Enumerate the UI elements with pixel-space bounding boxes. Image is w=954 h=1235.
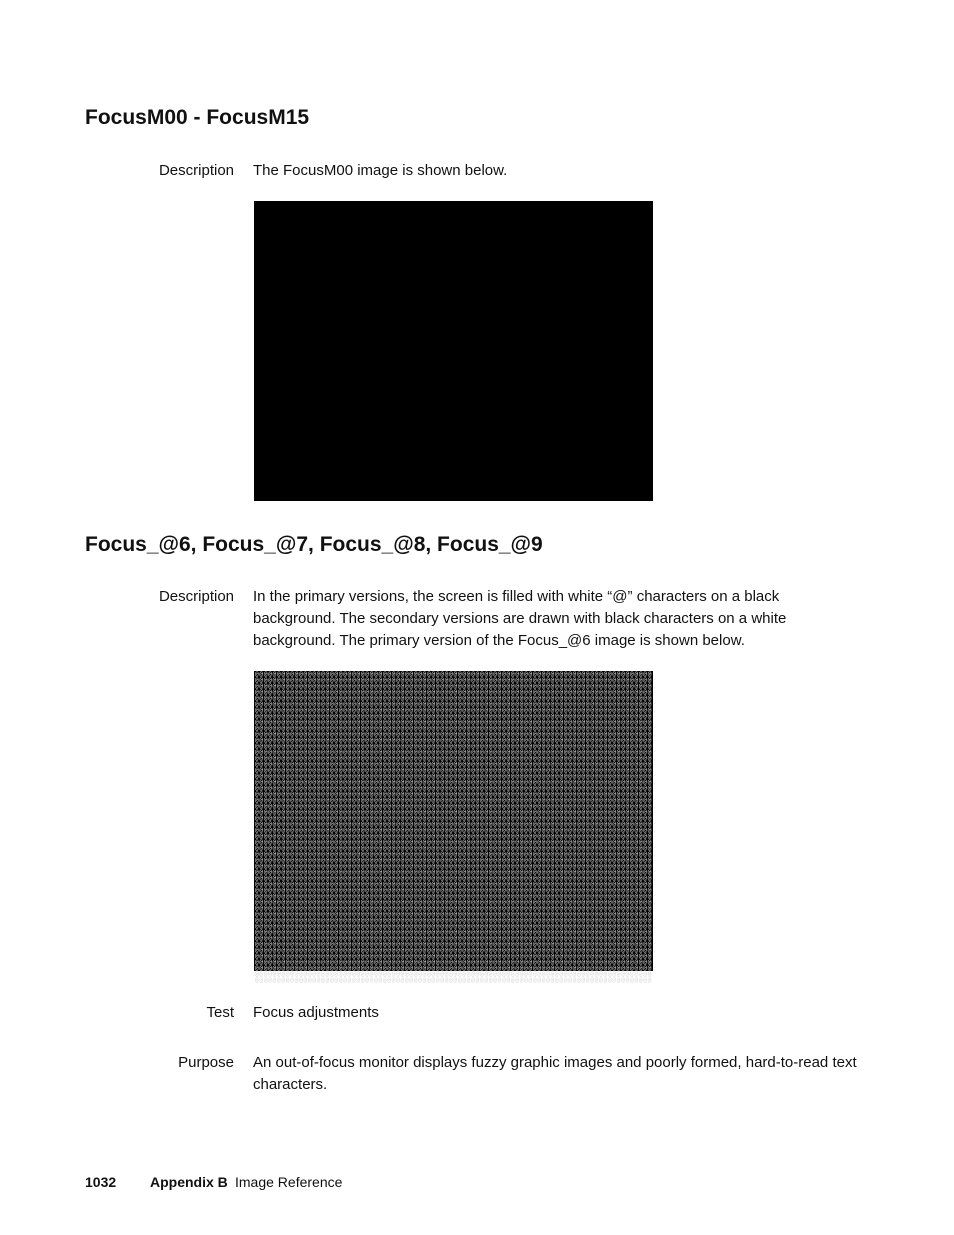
test-text: Focus adjustments bbox=[253, 1004, 379, 1021]
footer-title: Image Reference bbox=[235, 1174, 343, 1190]
section-heading-focus-at: Focus_@6, Focus_@7, Focus_@8, Focus_@9 bbox=[85, 533, 543, 556]
section-heading-focusm00: FocusM00 - FocusM15 bbox=[85, 106, 310, 129]
description-label: Description bbox=[158, 588, 234, 605]
page-number: 1032 bbox=[85, 1174, 117, 1190]
description-text: The FocusM00 image is shown below. bbox=[253, 162, 508, 179]
purpose-text: An out-of-focus monitor displays fuzzy graphic images and poorly formed, hard-to-read text characters. bbox=[253, 1054, 857, 1093]
test-label: Test bbox=[206, 1004, 234, 1021]
description-text: In the primary versions, the screen is filled with white “@” characters on a black background. The secondary versions are drawn with black characters on a white background. The primary version of the Focus_@6 image is shown below. bbox=[253, 588, 787, 649]
focusm00-image bbox=[254, 201, 653, 501]
description-label: Description bbox=[158, 162, 234, 179]
footer-appendix: Appendix B bbox=[150, 1174, 228, 1190]
focus-at6-image: @@@@@@@@@@@@@@@@@@@@@@@@@@@@@@@@@@@@@@@@@@@@@@@@@@@@@@@@@@@@@@@@@@@@@@@@@@@@@@@@@@@@@@@@@@ @@@@@@@@@@@@@@@@@@@@@@@@@@@@@@@@@@@@@@@@@@@@@@@@@@@@@@@@@@@@@@@@@@@@@@@@@@@@@@@@@@@@@@@@@@ @@@@@@@@@@@@@@@@@@@@@@@@@@@@@@@@@@@@@@@@@@@@@@@@@@@@@@@@@@@@@@@@@@@@@@@@@@@@@@@@@@@@@@@@@@ @@@@@@@@@@@@@@@@@@@@@@@@@@@@@@@@@@@@@@@@@@@@@@@@@@@@@@@@@@@@@@@@@@@@@@@@@@@@@@@@@@@@@@@@@@ @@@@@@@@@@@@@@@@@@@@@@@@@@@@@@@@@@@@@@@@@@@@@@@@@@@@@@@@@@@@@@@@@@@@@@@@@@@@@@@@@@@@@@@@@@ @@@@@@@@@@@@@@@@@@@@@@@@@@@@@@@@@@@@@@@@@@@@@@@@@@@@@@@@@@@@@@@@@@@@@@@@@@@@@@@@@@@@@@@@@@ @@@@@@@@@@@@@@@@@@@@@@@@@@@@@@@@@@@@@@@@@@@@@@@@@@@@@@@@@@@@@@@@@@@@@@@@@@@@@@@@@@@@@@@@@@ @@@@@@@@@@@@@@@@@@@@@@@@@@@@@@@@@@@@@@@@@@@@@@@@@@@@@@@@@@@@@@@@@@@@@@@@@@@@@@@@@@@@@@@@@@ @@@@@@@@@@@@@@@@@@@@@@@@@@@@@@@@@@@@@@@@@@@@@@@@@@@@@@@@@@@@@@@@@@@@@@@@@@@@@@@@@@@@@@@@@@ @@@@@@@@@@@@@@@@@@@@@@@@@@@@@@@@@@@@@@@@@@@@@@@@@@@@@@@@@@@@@@@@@@@@@@@@@@@@@@@@@@@@@@@@@@ @@@@@@@@@@@@@@@@@@@@@@@@@@@@@@@@@@@@@@@@@@@@@@@@@@@@@@@@@@@@@@@@@@@@@@@@@@@@@@@@@@@@@@@@@@ @@@@@@@@@@@@@@@@@@@@@@@@@@@@@@@@@@@@@@@@@@@@@@@@@@@@@@@@@@@@@@@@@@@@@@@@@@@@@@@@@@@@@@@@@@ @@@@@@@@@@@@@@@@@@@@@@@@@@@@@@@@@@@@@@@@@@@@@@@@@@@@@@@@@@@@@@@@@@@@@@@@@@@@@@@@@@@@@@@@@@ @@@@@@@@@@@@@@@@@@@@@@@@@@@@@@@@@@@@@@@@@@@@@@@@@@@@@@@@@@@@@@@@@@@@@@@@@@@@@@@@@@@@@@@@@@ @@@@@@@@@@@@@@@@@@@@@@@@@@@@@@@@@@@@@@@@@@@@@@@@@@@@@@@@@@@@@@@@@@@@@@@@@@@@@@@@@@@@@@@@@@ @@@@@@@@@@@@@@@@@@@@@@@@@@@@@@@@@@@@@@@@@@@@@@@@@@@@@@@@@@@@@@@@@@@@@@@@@@@@@@@@@@@@@@@@@@ @@@@@@@@@@@@@@@@@@@@@@@@@@@@@@@@@@@@@@@@@@@@@@@@@@@@@@@@@@@@@@@@@@@@@@@@@@@@@@@@@@@@@@@@@@ @@@@@@@@@@@@@@@@@@@@@@@@@@@@@@@@@@@@@@@@@@@@@@@@@@@@@@@@@@@@@@@@@@@@@@@@@@@@@@@@@@@@@@@@@@ @@@@@@@@@@@@@@@@@@@@@@@@@@@@@@@@@@@@@@@@@@@@@@@@@@@@@@@@@@@@@@@@@@@@@@@@@@@@@@@@@@@@@@@@@@ @@@@@@@@@@@@@@@@@@@@@@@@@@@@@@@@@@@@@@@@@@@@@@@@@@@@@@@@@@@@@@@@@@@@@@@@@@@@@@@@@@@@@@@@@@ @@@@@@@@@@@@@@@@@@@@@@@@@@@@@@@@@@@@@@@@@@@@@@@@@@@@@@@@@@@@@@@@@@@@@@@@@@@@@@@@@@@@@@@@@@ @@@@@@@@@@@@@@@@@@@@@@@@@@@@@@@@@@@@@@@@@@@@@@@@@@@@@@@@@@@@@@@@@@@@@@@@@@@@@@@@@@@@@@@@@@ @@@@@@@@@@@@@@@@@@@@@@@@@@@@@@@@@@@@@@@@@@@@@@@@@@@@@@@@@@@@@@@@@@@@@@@@@@@@@@@@@@@@@@@@@@ @@@@@@@@@@@@@@@@@@@@@@@@@@@@@@@@@@@@@@@@@@@@@@@@@@@@@@@@@@@@@@@@@@@@@@@@@@@@@@@@@@@@@@@@@@ @@@@@@@@@@@@@@@@@@@@@@@@@@@@@@@@@@@@@@@@@@@@@@@@@@@@@@@@@@@@@@@@@@@@@@@@@@@@@@@@@@@@@@@@@@ @@@@@@@@@@@@@@@@@@@@@@@@@@@@@@@@@@@@@@@@@@@@@@@@@@@@@@@@@@@@@@@@@@@@@@@@@@@@@@@@@@@@@@@@@@ @@@@@@@@@@@@@@@@@@@@@@@@@@@@@@@@@@@@@@@@@@@@@@@@@@@@@@@@@@@@@@@@@@@@@@@@@@@@@@@@@@@@@@@@@@ @@@@@@@@@@@@@@@@@@@@@@@@@@@@@@@@@@@@@@@@@@@@@@@@@@@@@@@@@@@@@@@@@@@@@@@@@@@@@@@@@@@@@@@@@@ @@@@@@@@@@@@@@@@@@@@@@@@@@@@@@@@@@@@@@@@@@@@@@@@@@@@@@@@@@@@@@@@@@@@@@@@@@@@@@@@@@@@@@@@@@ @@@@@@@@@@@@@@@@@@@@@@@@@@@@@@@@@@@@@@@@@@@@@@@@@@@@@@@@@@@@@@@@@@@@@@@@@@@@@@@@@@@@@@@@@@ @@@@@@@@@@@@@@@@@@@@@@@@@@@@@@@@@@@@@@@@@@@@@@@@@@@@@@@@@@@@@@@@@@@@@@@@@@@@@@@@@@@@@@@@@@ @@@@@@@@@@@@@@@@@@@@@@@@@@@@@@@@@@@@@@@@@@@@@@@@@@@@@@@@@@@@@@@@@@@@@@@@@@@@@@@@@@@@@@@@@@ @@@@@@@@@@@@@@@@@@@@@@@@@@@@@@@@@@@@@@@@@@@@@@@@@@@@@@@@@@@@@@@@@@@@@@@@@@@@@@@@@@@@@@@@@@ @@@@@@@@@@@@@@@@@@@@@@@@@@@@@@@@@@@@@@@@@@@@@@@@@@@@@@@@@@@@@@@@@@@@@@@@@@@@@@@@@@@@@@@@@@ @@@@@@@@@@@@@@@@@@@@@@@@@@@@@@@@@@@@@@@@@@@@@@@@@@@@@@@@@@@@@@@@@@@@@@@@@@@@@@@@@@@@@@@@@@ @@@@@@@@@@@@@@@@@@@@@@@@@@@@@@@@@@@@@@@@@@@@@@@@@@@@@@@@@@@@@@@@@@@@@@@@@@@@@@@@@@@@@@@@@@ @@@@@@@@@@@@@@@@@@@@@@@@@@@@@@@@@@@@@@@@@@@@@@@@@@@@@@@@@@@@@@@@@@@@@@@@@@@@@@@@@@@@@@@@@@ @@@@@@@@@@@@@@@@@@@@@@@@@@@@@@@@@@@@@@@@@@@@@@@@@@@@@@@@@@@@@@@@@@@@@@@@@@@@@@@@@@@@@@@@@@ @@@@@@@@@@@@@@@@@@@@@@@@@@@@@@@@@@@@@@@@@@@@@@@@@@@@@@@@@@@@@@@@@@@@@@@@@@@@@@@@@@@@@@@@@@ @@@@@@@@@@@@@@@@@@@@@@@@@@@@@@@@@@@@@@@@@@@@@@@@@@@@@@@@@@@@@@@@@@@@@@@@@@@@@@@@@@@@@@@@@@ @@@@@@@@@@@@@@@@@@@@@@@@@@@@@@@@@@@@@@@@@@@@@@@@@@@@@@@@@@@@@@@@@@@@@@@@@@@@@@@@@@@@@@@@@@ @@@@@@@@@@@@@@@@@@@@@@@@@@@@@@@@@@@@@@@@@@@@@@@@@@@@@@@@@@@@@@@@@@@@@@@@@@@@@@@@@@@@@@@@@@ @@@@@@@@@@@@@@@@@@@@@@@@@@@@@@@@@@@@@@@@@@@@@@@@@@@@@@@@@@@@@@@@@@@@@@@@@@@@@@@@@@@@@@@@@@ @@@@@@@@@@@@@@@@@@@@@@@@@@@@@@@@@@@@@@@@@@@@@@@@@@@@@@@@@@@@@@@@@@@@@@@@@@@@@@@@@@@@@@@@@@ @@@@@@@@@@@@@@@@@@@@@@@@@@@@@@@@@@@@@@@@@@@@@@@@@@@@@@@@@@@@@@@@@@@@@@@@@@@@@@@@@@@@@@@@@@ @@@@@@@@@@@@@@@@@@@@@@@@@@@@@@@@@@@@@@@@@@@@@@@@@@@@@@@@@@@@@@@@@@@@@@@@@@@@@@@@@@@@@@@@@@ @@@@@@@@@@@@@@@@@@@@@@@@@@@@@@@@@@@@@@@@@@@@@@@@@@@@@@@@@@@@@@@@@@@@@@@@@@@@@@@@@@@@@@@@@@ @@@@@@@@@@@@@@@@@@@@@@@@@@@@@@@@@@@@@@@@@@@@@@@@@@@@@@@@@@@@@@@@@@@@@@@@@@@@@@@@@@@@@@@@@@ @@@@@@@@@@@@@@@@@@@@@@@@@@@@@@@@@@@@@@@@@@@@@@@@@@@@@@@@@@@@@@@@@@@@@@@@@@@@@@@@@@@@@@@@@@ @@@@@@@@@@@@@@@@@@@@@@@@@@@@@@@@@@@@@@@@@@@@@@@@@@@@@@@@@@@@@@@@@@@@@@@@@@@@@@@@@@@@@@@@@@ @@@@@@@@@@@@@@@@@@@@@@@@@@@@@@@@@@@@@@@@@@@@@@@@@@@@@@@@@@@@@@@@@@@@@@@@@@@@@@@@@@@@@@@@@@ @@@@@@@@@@@@@@@@@@@@@@@@@@@@@@@@@@@@@@@@@@@@@@@@@@@@@@@@@@@@@@@@@@@@@@@@@@@@@@@@@@@@@@@@@@ bbox=[255, 671, 653, 984]
purpose-label: Purpose bbox=[178, 1054, 234, 1071]
